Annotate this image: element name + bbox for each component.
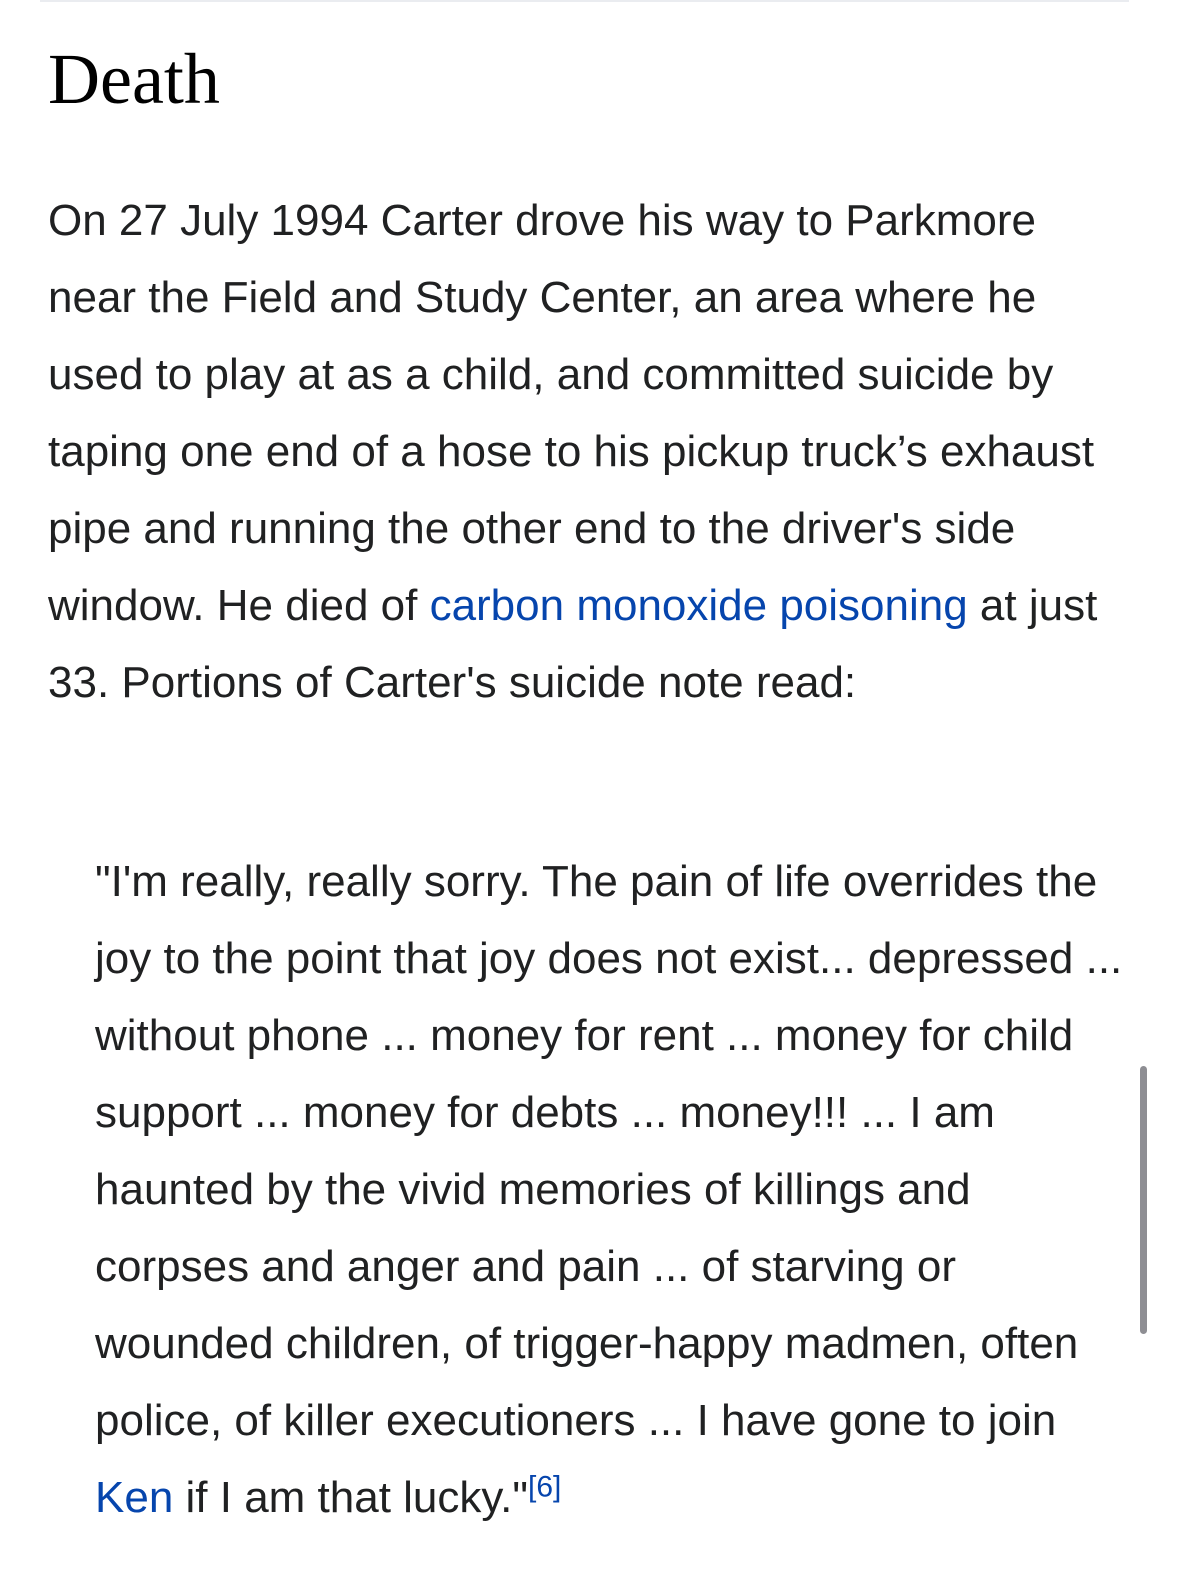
suicide-note-quote (95, 843, 1130, 1536)
scrollbar-thumb[interactable] (1140, 1066, 1147, 1334)
section-heading-death: Death (48, 39, 220, 119)
paragraph-text-1: On 27 July 1994 Carter drove his way to Parkmore near the Field and Study Center, an area where he used to play at as a child, and committed suicide by taping one end of a hose to his pickup truck’s exhaust pipe and running the other end to the driver's side window. He died of (48, 196, 1095, 630)
quote-text-2: if I am that lucky." (173, 1473, 528, 1522)
top-divider (40, 0, 1129, 2)
paragraph-text-2: at just 33. Portions of Carter's suicide note read: (48, 581, 1098, 707)
citation-6-link[interactable]: [6] (527, 1470, 562, 1504)
quote-text-1: "I'm really, really sorry. The pain of life overrides the joy to the point that joy does not exist... depressed ... without phone ... money for rent ... money for child support ... money for debts ... money!!! ... I am haunted by the vivid memories of killings and corpses and anger and pain ... of starving or wounded children, of trigger-happy madmen, often police, of killer executioners ... I have gone to join (95, 857, 1123, 1445)
carbon-monoxide-poisoning-link[interactable]: carbon monoxide poisoning (429, 581, 968, 630)
death-paragraph (48, 182, 1128, 721)
ken-link[interactable]: Ken (95, 1473, 174, 1522)
